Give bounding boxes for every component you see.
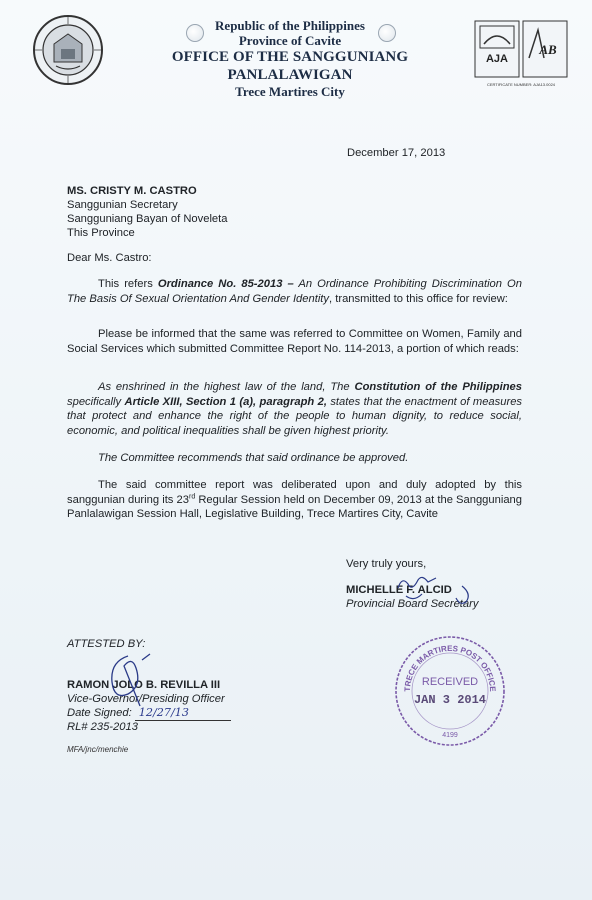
signer-signature (392, 566, 482, 608)
paragraph-adoption (67, 478, 522, 522)
p5-text-a: The said committee report was deliberated upon and duly adopted by this sanggunian during its 23 (67, 479, 522, 506)
addressee-location: This Province (67, 227, 135, 239)
p5-text-b: Regular Session held on December 09, 2013 at the Sangguniang Panlalawigan Session Hall, Legislative Building, Trece Martires City, Cavite (67, 493, 522, 520)
attested-by-label: ATTESTED BY: (67, 638, 146, 650)
stamp-received: RECEIVED (421, 676, 479, 688)
received-stamp (393, 634, 507, 748)
date-signed-value: 12/27/13 (135, 706, 231, 721)
attester-title: Vice-Governor/Presiding Officer (67, 692, 225, 705)
addressee-office: Sangguniang Bayan of Noveleta (67, 213, 228, 225)
addressee-name: MS. CRISTY M. CASTRO (67, 185, 197, 197)
p1-text-end: , transmitted to this office for review: (329, 292, 508, 305)
article-ref: Article XIII, Section 1 (a), paragraph 2, (124, 395, 327, 408)
letterhead-province: Province of Cavite (238, 33, 342, 48)
rl-number: RL# 235-2013 (67, 720, 138, 733)
p3-text-a: As enshrined in the highest law of the land, The (98, 381, 355, 393)
attester-signature (98, 648, 158, 714)
attester-name: RAMON JOLO B. REVILLA III (67, 679, 221, 691)
letterhead-republic: Republic of the Philippines (215, 18, 365, 33)
paragraph-referral (67, 327, 522, 356)
paragraph-reference (67, 277, 522, 306)
constitution-ref: Constitution of the Philippines (354, 381, 522, 393)
iso-certification-logo (474, 20, 568, 80)
letterhead (110, 18, 470, 99)
letterhead-city: Trece Martires City (235, 84, 345, 99)
date-signed-label: Date Signed: (67, 707, 132, 719)
signer-name: MICHELLE F. ALCID (346, 584, 452, 596)
p2-text: Please be informed that the same was referred to Committee on Women, Family and Social Services which submitted Committee Report No. 114-2013, a portion of which reads: (67, 328, 522, 355)
p3-text-b: specifically (67, 395, 125, 408)
ordinance-number: Ordinance No. 85-2013 – (157, 278, 294, 290)
svg-text:AJA: AJA (485, 53, 509, 65)
ordinance-title: An Ordinance Prohibiting Discrimination On The Basis Of Sexual Orientation And Gender Identity (67, 278, 522, 305)
provincial-seal-logo (32, 14, 104, 86)
p3-text-c: states that the enactment of measures that protect and enhance the right of the people to human dignity, to reduce social, economic, and political inequalities shall be given highest priority. (67, 395, 523, 437)
reference-initials: MFA/jnc/menchie (67, 745, 129, 754)
p1-text: This refers (98, 278, 158, 290)
paragraph-quote (67, 380, 522, 438)
paragraph-recommendation (67, 451, 522, 466)
stamp-number: 4199 (442, 732, 458, 739)
letter-date: December 17, 2013 (347, 147, 446, 159)
signer-title: Provincial Board Secretary (346, 597, 479, 610)
stamp-post-office: TRECE MARTIRES POST OFFICE (402, 643, 498, 692)
letterhead-office: OFFICE OF THE SANGGUNIANG PANLALAWIGAN (171, 49, 409, 83)
stamp-date: JAN 3 2014 (413, 693, 487, 707)
svg-text:AB: AB (539, 42, 557, 57)
certificate-number: CERTIFICATE NUMBER: AJA13.0024 (486, 82, 556, 87)
complimentary-close: Very truly yours, (346, 558, 427, 570)
addressee-block (67, 184, 227, 240)
addressee-title: Sanggunian Secretary (67, 199, 178, 211)
salutation: Dear Ms. Castro: (67, 252, 152, 264)
p5-superscript: rd (188, 492, 196, 500)
p4-text: The Committee recommends that said ordinance be approved. (98, 452, 409, 464)
